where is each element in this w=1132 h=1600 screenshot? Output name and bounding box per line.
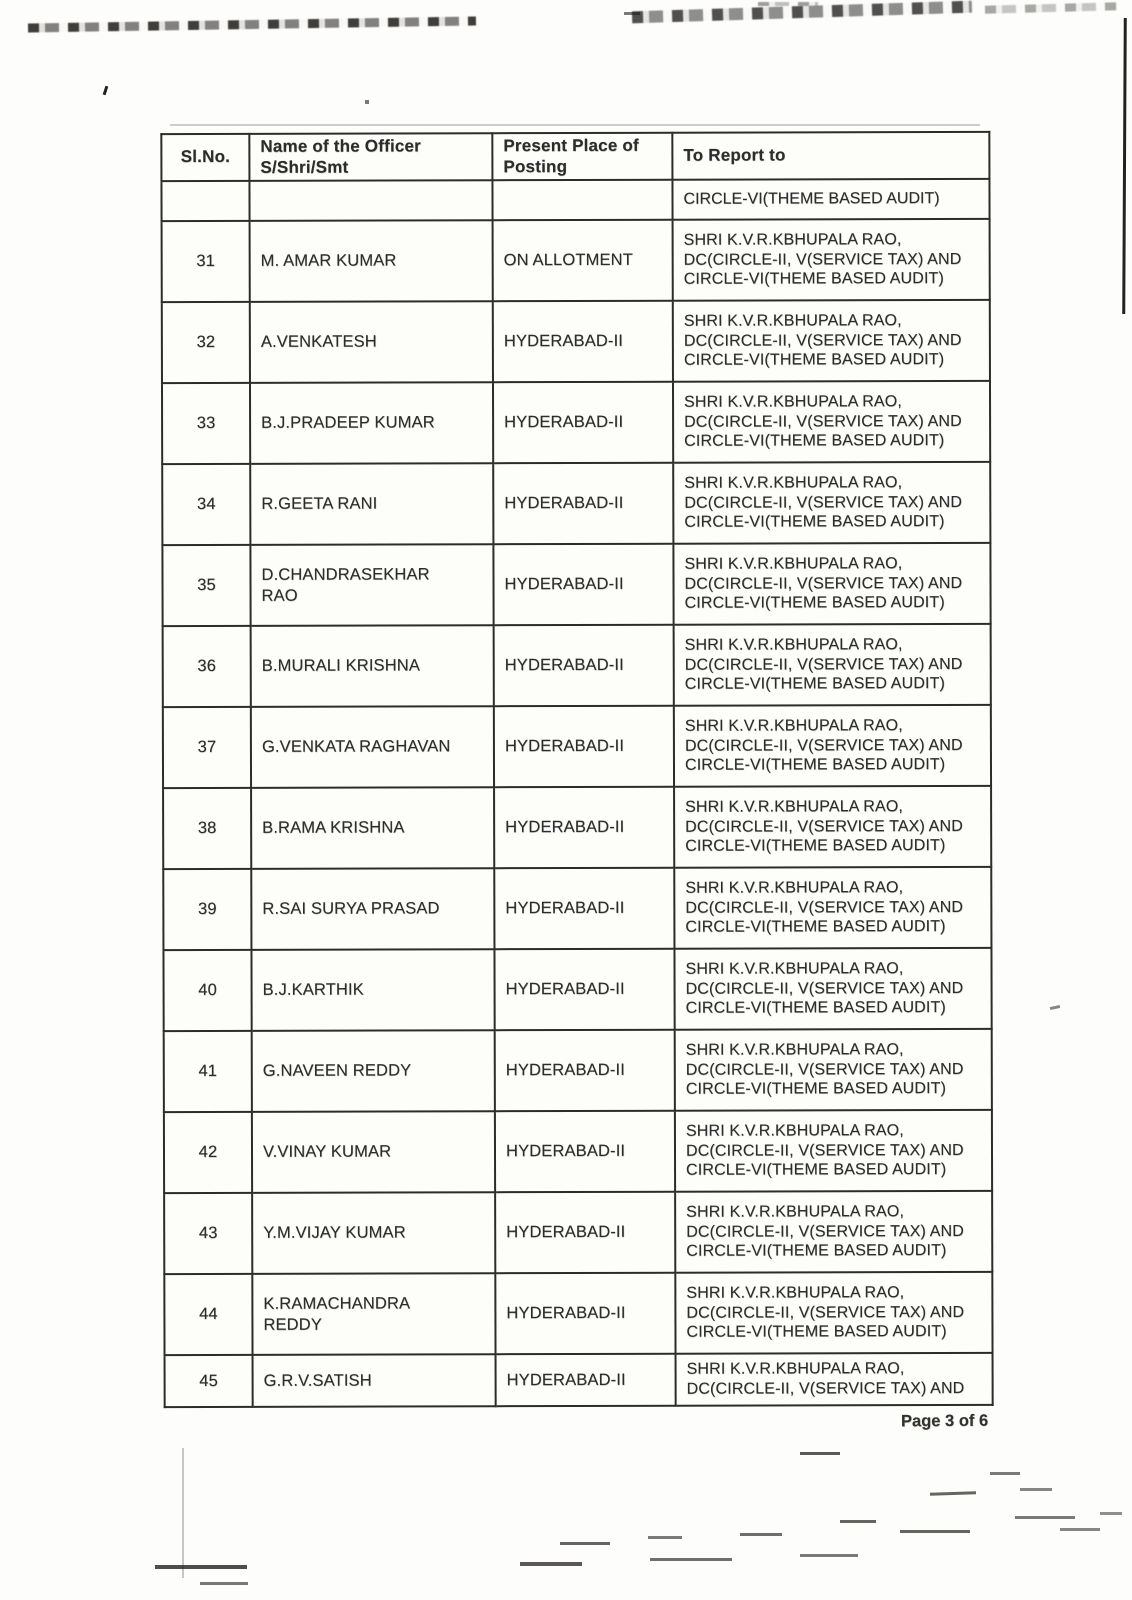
scan-speck — [648, 1536, 682, 1539]
scan-speck — [560, 1542, 610, 1545]
table-row — [164, 1191, 992, 1274]
cell-sl-no: 36 — [163, 626, 251, 707]
cell-sl-no: 32 — [162, 302, 250, 383]
scan-speck — [200, 1582, 248, 1585]
carryover-row — [161, 179, 989, 221]
table-row — [162, 543, 990, 626]
cell-posting: HYDERABAD-II — [494, 625, 674, 706]
scan-speck — [740, 1533, 782, 1536]
cell-officer-name: K.RAMACHANDRA REDDY — [252, 1273, 495, 1355]
table-row — [162, 381, 990, 464]
cell-posting: HYDERABAD-II — [495, 1111, 675, 1192]
cell-report-to: CIRCLE-VI(THEME BASED AUDIT) — [672, 179, 989, 220]
cell-posting: HYDERABAD-II — [493, 463, 673, 544]
cell-report-to: SHRI K.V.R.KBHUPALA RAO, DC(CIRCLE-II, V(SERVICE TAX) AND CIRCLE-VI(THEME BASED AUDIT) — [673, 300, 990, 382]
cell-report-to: SHRI K.V.R.KBHUPALA RAO, DC(CIRCLE-II, V(SERVICE TAX) AND CIRCLE-VI(THEME BASED AUDIT) — [673, 381, 990, 463]
scan-speck — [650, 1558, 732, 1561]
scan-smudge — [985, 2, 1117, 13]
table-row — [164, 1110, 992, 1193]
scan-speck — [182, 1448, 184, 1578]
table-row — [162, 462, 990, 545]
cell-sl-no: 31 — [162, 221, 250, 302]
cell-report-to: SHRI K.V.R.KBHUPALA RAO, DC(CIRCLE-II, V(SERVICE TAX) AND CIRCLE-VI(THEME BASED AUDIT) — [675, 1191, 992, 1273]
scan-edge-line — [1122, 18, 1127, 314]
table-row — [163, 786, 991, 869]
table-row — [164, 1029, 992, 1112]
cell-officer-name: A.VENKATESH — [250, 301, 493, 383]
cell-posting: HYDERABAD-II — [495, 1192, 675, 1273]
table-row — [165, 1353, 993, 1407]
scan-speck — [1060, 1528, 1100, 1531]
cell-report-to: SHRI K.V.R.KBHUPALA RAO, DC(CIRCLE-II, V(SERVICE TAX) AND CIRCLE-VI(THEME BASED AUDIT) — [674, 867, 991, 949]
cell-report-to: SHRI K.V.R.KBHUPALA RAO, DC(CIRCLE-II, V(SERVICE TAX) AND CIRCLE-VI(THEME BASED AUDIT) — [675, 1272, 992, 1354]
cell-officer-name: Y.M.VIJAY KUMAR — [252, 1192, 495, 1274]
table-row — [163, 705, 991, 788]
cell-officer-name: B.RAMA KRISHNA — [251, 787, 494, 869]
scan-speck — [103, 86, 109, 95]
cell-posting: ON ALLOTMENT — [493, 220, 673, 301]
cell-sl-no: 39 — [163, 869, 251, 950]
cell-sl-no: 43 — [164, 1193, 252, 1274]
scan-speck — [365, 100, 369, 104]
scan-speck — [170, 124, 980, 126]
table-row — [163, 867, 991, 950]
scan-speck — [840, 1520, 876, 1523]
scan-speck — [624, 12, 640, 15]
cell-report-to: SHRI K.V.R.KBHUPALA RAO, DC(CIRCLE-II, V(SERVICE TAX) AND CIRCLE-VI(THEME BASED AUDIT) — [673, 462, 990, 544]
table-row — [162, 219, 990, 302]
cell-report-to: SHRI K.V.R.KBHUPALA RAO, DC(CIRCLE-II, V(SERVICE TAX) AND CIRCLE-VI(THEME BASED AUDIT) — [674, 624, 991, 706]
cell-posting: HYDERABAD-II — [496, 1354, 676, 1406]
cell-sl-no — [161, 181, 249, 221]
cell-sl-no: 40 — [163, 950, 251, 1031]
scan-speck — [1015, 1516, 1075, 1519]
cell-sl-no: 34 — [162, 464, 250, 545]
cell-officer-name: G.R.V.SATISH — [253, 1354, 496, 1407]
header-report-to: To Report to — [672, 132, 989, 180]
cell-sl-no: 45 — [165, 1355, 253, 1407]
cell-report-to: SHRI K.V.R.KBHUPALA RAO, DC(CIRCLE-II, V(SERVICE TAX) AND CIRCLE-VI(THEME BASED AUDIT) — [674, 948, 991, 1030]
table-row — [163, 624, 991, 707]
scan-smudge — [28, 16, 476, 32]
scan-speck — [800, 1554, 858, 1557]
scan-speck — [990, 1472, 1020, 1475]
scan-smudge — [758, 2, 818, 6]
cell-sl-no: 44 — [164, 1274, 252, 1355]
page-number: Page 3 of 6 — [900, 1411, 989, 1431]
header-posting: Present Place of Posting — [492, 133, 672, 180]
table-row — [162, 300, 990, 383]
cell-report-to: SHRI K.V.R.KBHUPALA RAO, DC(CIRCLE-II, V(SERVICE TAX) AND CIRCLE-VI(THEME BASED AUDIT) — [673, 219, 990, 301]
cell-officer-name: G.NAVEEN REDDY — [252, 1030, 495, 1112]
cell-officer-name: B.J.KARTHIK — [251, 949, 494, 1031]
scan-speck — [155, 1565, 247, 1569]
cell-officer-name: R.SAI SURYA PRASAD — [251, 868, 494, 950]
cell-sl-no: 35 — [162, 545, 250, 626]
cell-report-to: SHRI K.V.R.KBHUPALA RAO, DC(CIRCLE-II, V(SERVICE TAX) AND CIRCLE-VI(THEME BASED AUDIT) — [673, 543, 990, 625]
scan-speck — [1100, 1512, 1122, 1515]
cell-officer-name: D.CHANDRASEKHAR RAO — [250, 544, 493, 626]
scan-speck — [1050, 1005, 1060, 1010]
cell-posting — [492, 180, 672, 220]
cell-posting: HYDERABAD-II — [493, 382, 673, 463]
cell-posting: HYDERABAD-II — [494, 787, 674, 868]
cell-officer-name: V.VINAY KUMAR — [252, 1111, 495, 1193]
cell-posting: HYDERABAD-II — [494, 868, 674, 949]
cell-report-to: SHRI K.V.R.KBHUPALA RAO, DC(CIRCLE-II, V(SERVICE TAX) AND CIRCLE-VI(THEME BASED AUDIT) — [675, 1110, 992, 1192]
cell-report-to: SHRI K.V.R.KBHUPALA RAO, DC(CIRCLE-II, V(SERVICE TAX) AND CIRCLE-VI(THEME BASED AUDIT) — [675, 1029, 992, 1111]
cell-posting: HYDERABAD-II — [493, 544, 673, 625]
cell-posting: HYDERABAD-II — [495, 1273, 675, 1354]
cell-sl-no: 37 — [163, 707, 251, 788]
cell-officer-name: M. AMAR KUMAR — [250, 220, 493, 302]
cell-posting: HYDERABAD-II — [495, 1030, 675, 1111]
cell-report-to: SHRI K.V.R.KBHUPALA RAO, DC(CIRCLE-II, V(SERVICE TAX) AND — [676, 1353, 993, 1406]
cell-posting: HYDERABAD-II — [493, 301, 673, 382]
scan-speck — [800, 1452, 840, 1455]
cell-sl-no: 38 — [163, 788, 251, 869]
cell-report-to: SHRI K.V.R.KBHUPALA RAO, DC(CIRCLE-II, V(SERVICE TAX) AND CIRCLE-VI(THEME BASED AUDIT) — [674, 786, 991, 868]
scan-speck — [520, 1562, 582, 1566]
cell-officer-name — [249, 180, 492, 221]
cell-officer-name: G.VENKATA RAGHAVAN — [251, 706, 494, 788]
header-sl-no: Sl.No. — [161, 134, 249, 181]
cell-sl-no: 41 — [164, 1031, 252, 1112]
cell-officer-name: R.GEETA RANI — [250, 463, 493, 545]
table-row — [163, 948, 991, 1031]
officer-posting-table — [160, 131, 993, 1408]
header-officer-name: Name of the Officer S/Shri/Smt — [249, 133, 492, 181]
cell-posting: HYDERABAD-II — [494, 949, 674, 1030]
cell-sl-no: 33 — [162, 383, 250, 464]
table-row — [164, 1272, 992, 1355]
cell-sl-no: 42 — [164, 1112, 252, 1193]
table-header-row — [161, 132, 989, 181]
cell-officer-name: B.J.PRADEEP KUMAR — [250, 382, 493, 464]
cell-officer-name: B.MURALI KRISHNA — [251, 625, 494, 707]
scan-speck — [930, 1491, 976, 1496]
scan-speck — [1020, 1488, 1052, 1491]
cell-report-to: SHRI K.V.R.KBHUPALA RAO, DC(CIRCLE-II, V(SERVICE TAX) AND CIRCLE-VI(THEME BASED AUDIT) — [674, 705, 991, 787]
scan-speck — [900, 1530, 970, 1533]
cell-posting: HYDERABAD-II — [494, 706, 674, 787]
